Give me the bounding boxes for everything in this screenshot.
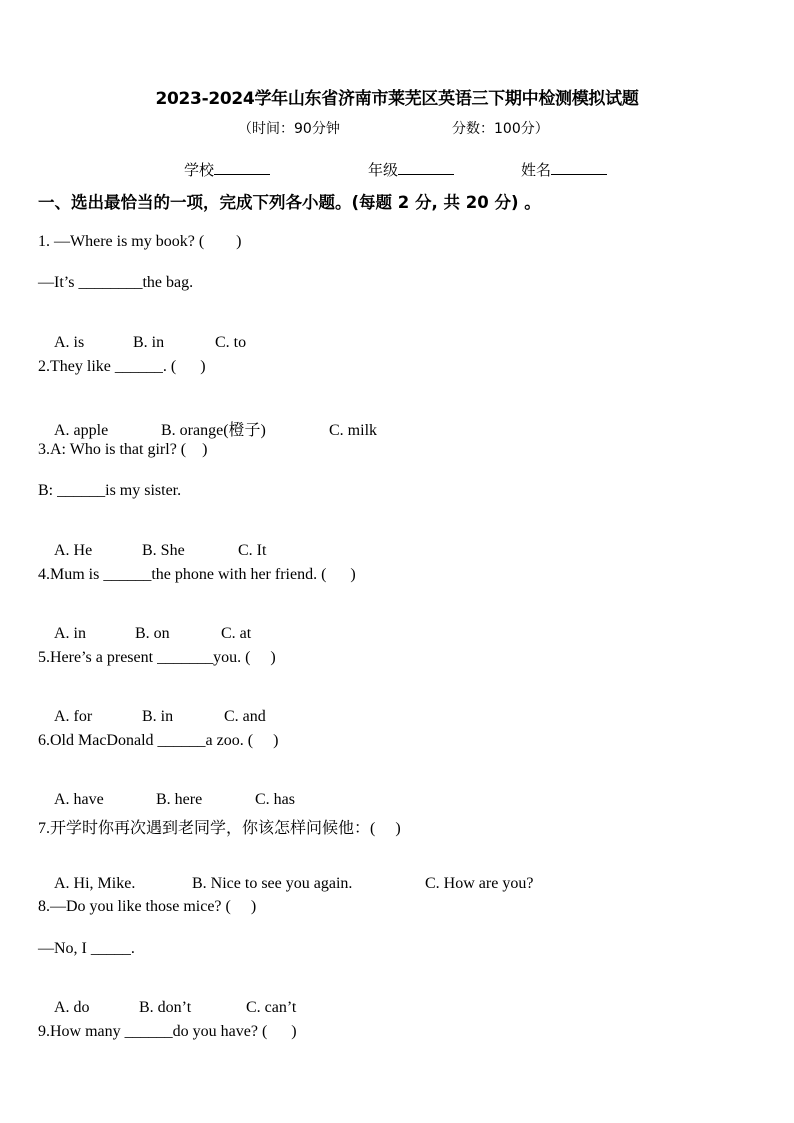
option: C. to [215,334,247,351]
option: A. have [54,791,104,808]
option: B. in [133,334,165,351]
question-1-stem: 1. —Where is my book? ( ) [38,233,242,250]
option: B. here [156,791,203,808]
option: A. for [54,708,93,725]
option: A. is [54,334,85,351]
option: C. milk [329,422,378,439]
option: C. at [221,625,252,642]
name-field [521,159,607,180]
question-8-answer-line: —No, I _____. [38,940,135,957]
school-field [184,159,270,180]
option: A. Hi, Mike. [54,875,136,892]
question-6-stem: 6.Old MacDonald ______a zoo. ( ) [38,732,279,749]
question-2-stem: 2.They like ______. ( ) [38,358,206,375]
page-title: 2023-2024学年山东省济南市莱芜区英语三下期中检测模拟试题 [155,89,639,109]
option: B. She [142,542,185,559]
name-blank [551,160,607,175]
question-4-stem: 4.Mum is ______the phone with her friend. ( ) [38,566,356,583]
option: B. don’t [139,999,192,1016]
question-5-stem: 5.Here’s a present _______you. ( ) [38,649,276,666]
option: C. It [238,542,267,559]
option: B. Nice to see you again. [192,875,353,892]
question-3-stem: 3.A: Who is that girl? ( ) [38,441,208,458]
question-1-answer-line: —It’s ________the bag. [38,274,194,291]
school-label: 学校 [184,161,215,179]
question-7-stem: 7.开学时你再次遇到老同学，你该怎样问候他：( ) [38,820,401,837]
option: A. do [54,999,90,1016]
option: B. orange(橙子) [161,422,266,439]
exam-time: （时间：90分钟 [238,121,340,137]
option: B. on [135,625,170,642]
option: A. in [54,625,86,642]
option: B. in [142,708,174,725]
option: C. can’t [246,999,297,1016]
exam-score: 分数：100分） [452,121,549,137]
option: A. He [54,542,93,559]
name-label: 姓名 [521,161,552,179]
option: C. has [255,791,295,808]
section-heading: 一、选出最恰当的一项，完成下列各小题。(每题 2 分, 共 20 分) 。 [38,193,541,212]
option: A. apple [54,422,109,439]
question-3-answer-line: B: ______is my sister. [38,482,182,499]
question-8-stem: 8.—Do you like those mice? ( ) [38,898,257,915]
grade-blank [398,160,454,175]
option: C. and [224,708,266,725]
question-9-stem: 9.How many ______do you have? ( ) [38,1023,297,1040]
school-blank [214,160,270,175]
grade-label: 年级 [368,161,399,179]
grade-field [368,159,454,180]
option: C. How are you? [425,875,534,892]
